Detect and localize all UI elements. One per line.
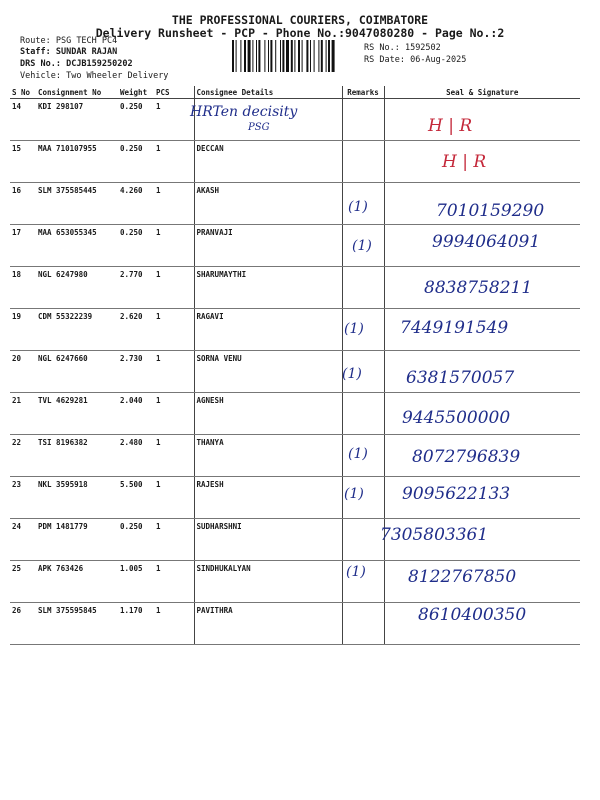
row-signature bbox=[384, 225, 580, 267]
row-consignee bbox=[194, 99, 342, 141]
runsheet-table bbox=[10, 86, 580, 645]
barcode-bar bbox=[275, 40, 276, 72]
row-pcs: 1 bbox=[154, 183, 194, 225]
row-remarks bbox=[342, 351, 384, 393]
route-label: Route: bbox=[20, 36, 51, 46]
table-row bbox=[10, 225, 580, 267]
barcode-bar bbox=[258, 40, 260, 72]
row-consignment-no: TSI 8196382 bbox=[36, 435, 118, 477]
col-consignee-header: Consignee Details bbox=[194, 86, 342, 99]
row-consignment-no: TVL 4629281 bbox=[36, 393, 118, 435]
row-sno: 18 bbox=[10, 267, 36, 309]
row-weight: 2.730 bbox=[118, 351, 154, 393]
row-consignment-no: SLM 375595845 bbox=[36, 603, 118, 645]
drs-value: DCJB159250202 bbox=[66, 59, 133, 69]
row-remarks bbox=[342, 435, 384, 477]
row-consignee: SINDHUKALYAN bbox=[194, 561, 342, 603]
row-weight: 0.250 bbox=[118, 141, 154, 183]
vehicle-label: Vehicle: bbox=[20, 71, 61, 81]
table-row bbox=[10, 603, 580, 645]
row-consignment-no: MAA 653055345 bbox=[36, 225, 118, 267]
handwritten-phone: 8122767850 bbox=[408, 567, 517, 587]
staff-value: SUNDAR RAJAN bbox=[55, 47, 118, 57]
handwritten-phone: 7010159290 bbox=[436, 201, 545, 221]
row-sno: 26 bbox=[10, 603, 36, 645]
handwritten-phone: 8838758211 bbox=[424, 278, 533, 298]
handwritten-signature: H | R bbox=[442, 152, 487, 172]
row-weight: 5.500 bbox=[118, 477, 154, 519]
row-signature bbox=[384, 351, 580, 393]
row-consignee: SHARUMAYTHI bbox=[194, 267, 342, 309]
col-pcs-header: PCS bbox=[154, 86, 194, 99]
row-signature bbox=[384, 561, 580, 603]
row-pcs: 1 bbox=[154, 99, 194, 141]
row-sno: 25 bbox=[10, 561, 36, 603]
handwritten-phone: 6381570057 bbox=[406, 368, 515, 388]
barcode-bar bbox=[298, 40, 300, 72]
table-row bbox=[10, 561, 580, 603]
barcode-bar bbox=[256, 40, 257, 72]
runsheet-subtitle: Delivery Runsheet - PCP - Phone No.:9047080280 - Page No.:2 bbox=[95, 26, 505, 40]
row-sno: 16 bbox=[10, 183, 36, 225]
vehicle-line bbox=[20, 71, 168, 81]
row-consignee: RAGAVI bbox=[194, 309, 342, 351]
barcode-bar bbox=[302, 40, 303, 72]
handwritten-consignee-note: PSG bbox=[248, 122, 270, 133]
row-pcs: 1 bbox=[154, 351, 194, 393]
row-sno: 15 bbox=[10, 141, 36, 183]
col-remarks-header: Remarks bbox=[342, 86, 384, 99]
drs-label: DRS No.: bbox=[20, 59, 61, 69]
row-remarks bbox=[342, 477, 384, 519]
row-consignment-no: NGL 6247660 bbox=[36, 351, 118, 393]
row-weight: 2.480 bbox=[118, 435, 154, 477]
row-weight: 2.770 bbox=[118, 267, 154, 309]
remark-mark: (1) bbox=[348, 446, 368, 462]
barcode-bar bbox=[280, 40, 281, 72]
remark-mark: (1) bbox=[344, 321, 364, 337]
barcode-bar bbox=[236, 40, 237, 72]
row-pcs: 1 bbox=[154, 477, 194, 519]
row-sno: 23 bbox=[10, 477, 36, 519]
col-weight-header: Weight bbox=[118, 86, 154, 99]
handwritten-phone: 7305803361 bbox=[380, 525, 489, 545]
rs-date-label: RS Date: bbox=[364, 55, 405, 65]
handwritten-phone: 9994064091 bbox=[432, 232, 541, 252]
row-pcs: 1 bbox=[154, 603, 194, 645]
table-row bbox=[10, 309, 580, 351]
remark-mark: (1) bbox=[346, 564, 366, 580]
barcode-bar bbox=[240, 40, 241, 72]
table-row bbox=[10, 519, 580, 561]
table-row bbox=[10, 141, 580, 183]
row-signature bbox=[384, 141, 580, 183]
row-weight: 1.170 bbox=[118, 603, 154, 645]
row-signature bbox=[384, 519, 580, 561]
barcode bbox=[232, 40, 360, 72]
table-row bbox=[10, 477, 580, 519]
row-sno: 21 bbox=[10, 393, 36, 435]
row-remarks bbox=[342, 225, 384, 267]
barcode-bar bbox=[232, 40, 234, 72]
barcode-bar bbox=[318, 40, 319, 72]
table-row bbox=[10, 351, 580, 393]
row-weight: 0.250 bbox=[118, 225, 154, 267]
row-sno: 14 bbox=[10, 99, 36, 141]
row-consignee: PAVITHRA bbox=[194, 603, 342, 645]
table-header-row bbox=[10, 86, 580, 99]
row-sno: 19 bbox=[10, 309, 36, 351]
row-weight: 0.250 bbox=[118, 519, 154, 561]
row-weight: 0.250 bbox=[118, 99, 154, 141]
staff-label: Staff: bbox=[20, 47, 51, 57]
row-remarks bbox=[342, 267, 384, 309]
row-pcs: 1 bbox=[154, 141, 194, 183]
row-consignment-no: MAA 710107955 bbox=[36, 141, 118, 183]
handwritten-phone: 8610400350 bbox=[418, 605, 527, 625]
row-remarks bbox=[342, 561, 384, 603]
remark-mark: (1) bbox=[344, 486, 364, 502]
barcode-bar bbox=[314, 40, 315, 72]
col-sno-header: S No bbox=[10, 86, 36, 99]
row-consignment-no: KDI 298107 bbox=[36, 99, 118, 141]
barcode-bar bbox=[332, 40, 335, 72]
row-remarks bbox=[342, 141, 384, 183]
barcode-bar bbox=[328, 40, 330, 72]
handwritten-phone: 8072796839 bbox=[412, 447, 521, 467]
row-pcs: 1 bbox=[154, 393, 194, 435]
handwritten-phone: 9445500000 bbox=[402, 408, 511, 428]
row-weight: 1.005 bbox=[118, 561, 154, 603]
barcode-bar bbox=[291, 40, 293, 72]
staff-line bbox=[20, 47, 117, 57]
row-remarks bbox=[342, 309, 384, 351]
row-weight: 2.040 bbox=[118, 393, 154, 435]
row-pcs: 1 bbox=[154, 435, 194, 477]
rs-no-label: RS No.: bbox=[364, 43, 400, 53]
row-sno: 22 bbox=[10, 435, 36, 477]
row-sno: 17 bbox=[10, 225, 36, 267]
row-weight: 4.260 bbox=[118, 183, 154, 225]
row-remarks bbox=[342, 393, 384, 435]
barcode-bar bbox=[282, 40, 284, 72]
barcode-bar bbox=[294, 40, 295, 72]
row-consignment-no: PDM 1481779 bbox=[36, 519, 118, 561]
route-line bbox=[20, 36, 117, 46]
route-value: PSG TECH PC4 bbox=[55, 36, 118, 46]
vehicle-value: Two Wheeler Delivery bbox=[66, 71, 169, 81]
table-row bbox=[10, 435, 580, 477]
row-signature bbox=[384, 393, 580, 435]
handwritten-consignee: HRTen decisity bbox=[190, 104, 298, 120]
barcode-bar bbox=[264, 40, 265, 72]
row-consignment-no: NKL 3595918 bbox=[36, 477, 118, 519]
remark-mark: (1) bbox=[352, 238, 372, 254]
col-consignment-header: Consignment No bbox=[36, 86, 118, 99]
barcode-bar bbox=[310, 40, 311, 72]
rs-no-value: 1592502 bbox=[404, 43, 441, 53]
row-remarks bbox=[342, 183, 384, 225]
row-signature bbox=[384, 309, 580, 351]
handwritten-signature: H | R bbox=[428, 116, 473, 136]
row-sno: 24 bbox=[10, 519, 36, 561]
remark-mark: (1) bbox=[342, 366, 362, 382]
row-weight: 2.620 bbox=[118, 309, 154, 351]
barcode-bar bbox=[252, 40, 253, 72]
row-consignee: THANYA bbox=[194, 435, 342, 477]
remark-mark: (1) bbox=[348, 199, 368, 215]
row-sno: 20 bbox=[10, 351, 36, 393]
row-pcs: 1 bbox=[154, 519, 194, 561]
row-consignee: SUDHARSHNI bbox=[194, 519, 342, 561]
handwritten-phone: 7449191549 bbox=[400, 318, 509, 338]
barcode-bar bbox=[286, 40, 289, 72]
table-row bbox=[10, 267, 580, 309]
company-title: THE PROFESSIONAL COURIERS, COIMBATORE bbox=[171, 13, 429, 27]
table-row bbox=[10, 99, 580, 141]
row-consignee: PRANVAJI bbox=[194, 225, 342, 267]
row-signature bbox=[384, 477, 580, 519]
row-signature bbox=[384, 435, 580, 477]
row-consignment-no: SLM 375585445 bbox=[36, 183, 118, 225]
rs-no-line bbox=[364, 43, 441, 53]
row-consignee: SORNA VENU bbox=[194, 351, 342, 393]
row-consignment-no: CDM 55322239 bbox=[36, 309, 118, 351]
row-signature bbox=[384, 183, 580, 225]
row-consignee: AKASH bbox=[194, 183, 342, 225]
row-consignee: RAJESH bbox=[194, 477, 342, 519]
row-remarks bbox=[342, 519, 384, 561]
table-row bbox=[10, 393, 580, 435]
drs-line bbox=[20, 59, 133, 69]
row-remarks bbox=[342, 99, 384, 141]
row-consignment-no: APK 763426 bbox=[36, 561, 118, 603]
row-signature bbox=[384, 603, 580, 645]
row-pcs: 1 bbox=[154, 225, 194, 267]
barcode-bar bbox=[326, 40, 327, 72]
barcode-bar bbox=[270, 40, 272, 72]
barcode-bar bbox=[306, 40, 308, 72]
row-signature bbox=[384, 267, 580, 309]
row-pcs: 1 bbox=[154, 561, 194, 603]
row-signature bbox=[384, 99, 580, 141]
col-signature-header: Seal & Signature bbox=[384, 86, 580, 99]
row-pcs: 1 bbox=[154, 309, 194, 351]
row-consignee: DECCAN bbox=[194, 141, 342, 183]
row-consignment-no: NGL 6247980 bbox=[36, 267, 118, 309]
table-row bbox=[10, 183, 580, 225]
barcode-bar bbox=[321, 40, 323, 72]
barcode-bar bbox=[248, 40, 251, 72]
barcode-bar bbox=[268, 40, 269, 72]
handwritten-phone: 9095622133 bbox=[402, 484, 511, 504]
barcode-bar bbox=[244, 40, 246, 72]
row-pcs: 1 bbox=[154, 267, 194, 309]
row-consignee: AGNESH bbox=[194, 393, 342, 435]
rs-date-value: 06-Aug-2025 bbox=[410, 55, 467, 65]
rs-date-line bbox=[364, 55, 466, 65]
row-remarks bbox=[342, 603, 384, 645]
